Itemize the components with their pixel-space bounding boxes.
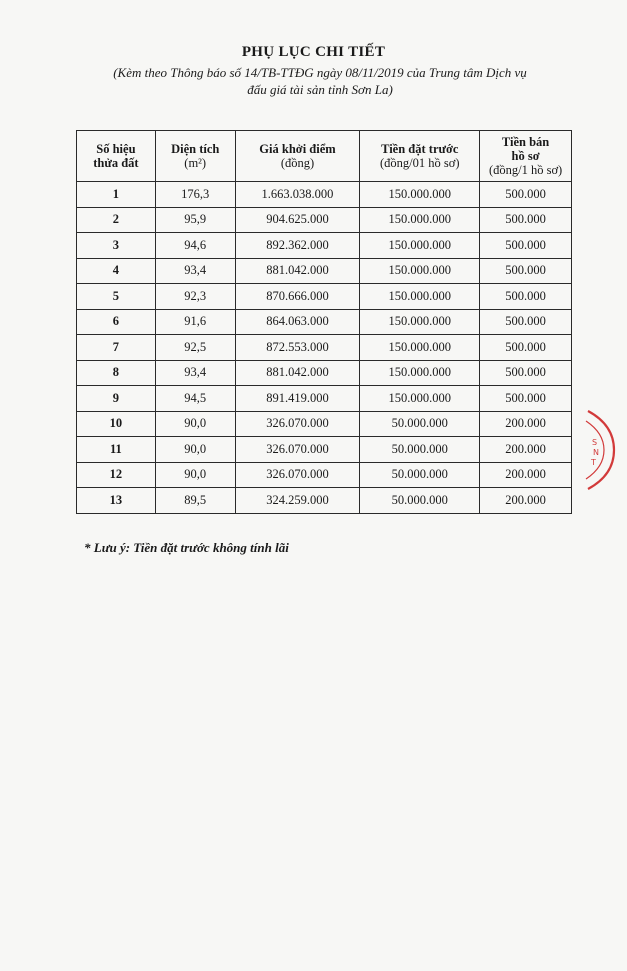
cell-starting-price: 324.259.000 [235,488,360,514]
cell-dossier-fee: 500.000 [480,335,572,361]
svg-text:S: S [592,438,598,447]
cell-plot-number: 6 [77,309,156,335]
cell-starting-price: 881.042.000 [235,258,360,284]
cell-starting-price: 881.042.000 [235,360,360,386]
cell-plot-number: 3 [77,233,156,259]
cell-area: 90,0 [155,462,235,488]
cell-plot-number: 8 [77,360,156,386]
cell-starting-price: 891.419.000 [235,386,360,412]
cell-plot-number: 12 [77,462,156,488]
header-unit: (đồng/01 hồ sơ) [380,156,460,170]
cell-area: 91,6 [155,309,235,335]
header-area [155,131,235,182]
table-row [77,437,572,463]
cell-dossier-fee: 500.000 [480,284,572,310]
cell-dossier-fee: 500.000 [480,360,572,386]
table-row [77,462,572,488]
cell-area: 94,5 [155,386,235,412]
cell-area: 92,3 [155,284,235,310]
table-row [77,411,572,437]
cell-starting-price: 870.666.000 [235,284,360,310]
table-body [77,182,572,514]
cell-plot-number: 9 [77,386,156,412]
header-deposit [360,131,480,182]
cell-dossier-fee: 500.000 [480,182,572,208]
header-unit: (đồng) [280,156,315,170]
cell-area: 90,0 [155,411,235,437]
cell-plot-number: 11 [77,437,156,463]
cell-area: 93,4 [155,360,235,386]
header-text: hồ sơ [511,149,540,163]
cell-starting-price: 892.362.000 [235,233,360,259]
cell-area: 89,5 [155,488,235,514]
header-dossier-fee [480,131,572,182]
document-subtitle [70,64,570,98]
land-plot-table [76,130,572,514]
cell-deposit: 150.000.000 [360,360,480,386]
header-text: Diện tích [171,142,220,156]
cell-deposit: 50.000.000 [360,437,480,463]
cell-starting-price: 1.663.038.000 [235,182,360,208]
cell-dossier-fee: 200.000 [480,411,572,437]
cell-deposit: 50.000.000 [360,411,480,437]
table-row [77,207,572,233]
cell-dossier-fee: 500.000 [480,309,572,335]
cell-deposit: 150.000.000 [360,233,480,259]
cell-dossier-fee: 500.000 [480,233,572,259]
table-row [77,284,572,310]
cell-area: 92,5 [155,335,235,361]
cell-dossier-fee: 200.000 [480,437,572,463]
cell-dossier-fee: 500.000 [480,207,572,233]
cell-dossier-fee: 200.000 [480,462,572,488]
cell-deposit: 150.000.000 [360,335,480,361]
cell-plot-number: 10 [77,411,156,437]
cell-deposit: 150.000.000 [360,309,480,335]
table-row [77,386,572,412]
cell-plot-number: 2 [77,207,156,233]
header-text: Giá khởi điểm [259,142,336,156]
svg-text:T: T [591,458,596,467]
table-row [77,488,572,514]
cell-plot-number: 1 [77,182,156,208]
official-stamp-fragment [570,405,618,495]
cell-deposit: 150.000.000 [360,258,480,284]
cell-deposit: 50.000.000 [360,488,480,514]
cell-dossier-fee: 500.000 [480,258,572,284]
cell-area: 94,6 [155,233,235,259]
cell-plot-number: 7 [77,335,156,361]
svg-text:N: N [593,448,599,457]
header-unit: (đồng/1 hồ sơ) [488,163,563,177]
cell-deposit: 150.000.000 [360,207,480,233]
header-text: Tiền bán [501,135,550,149]
cell-deposit: 150.000.000 [360,386,480,412]
table-row [77,360,572,386]
cell-starting-price: 872.553.000 [235,335,360,361]
cell-dossier-fee: 200.000 [480,488,572,514]
cell-deposit: 50.000.000 [360,462,480,488]
cell-dossier-fee: 500.000 [480,386,572,412]
table-row [77,258,572,284]
cell-area: 90,0 [155,437,235,463]
cell-area: 95,9 [155,207,235,233]
cell-deposit: 150.000.000 [360,284,480,310]
header-text: Tiền đặt trước [381,142,459,156]
cell-starting-price: 904.625.000 [235,207,360,233]
subtitle-line-1: (Kèm theo Thông báo số 14/TB-TTĐG ngày 08/11/2019 của Trung tâm Dịch vụ [113,65,527,80]
cell-plot-number: 5 [77,284,156,310]
cell-starting-price: 326.070.000 [235,437,360,463]
table-row [77,233,572,259]
cell-area: 93,4 [155,258,235,284]
header-text: Số hiệu [96,142,136,156]
cell-area: 176,3 [155,182,235,208]
cell-plot-number: 4 [77,258,156,284]
header-starting-price [235,131,360,182]
cell-deposit: 150.000.000 [360,182,480,208]
table-row [77,182,572,208]
table-header-row [77,131,572,182]
cell-starting-price: 326.070.000 [235,462,360,488]
cell-starting-price: 326.070.000 [235,411,360,437]
header-unit: (m²) [184,156,207,170]
subtitle-line-2: đấu giá tài sản tỉnh Sơn La) [247,82,393,97]
header-text: thửa đất [93,156,139,170]
cell-starting-price: 864.063.000 [235,309,360,335]
header-plot-number [77,131,156,182]
table-row [77,335,572,361]
deposit-note: * Lưu ý: Tiền đặt trước không tính lãi [84,540,289,555]
document-title: PHỤ LỤC CHI TIẾT [241,44,386,60]
cell-plot-number: 13 [77,488,156,514]
table-row [77,309,572,335]
